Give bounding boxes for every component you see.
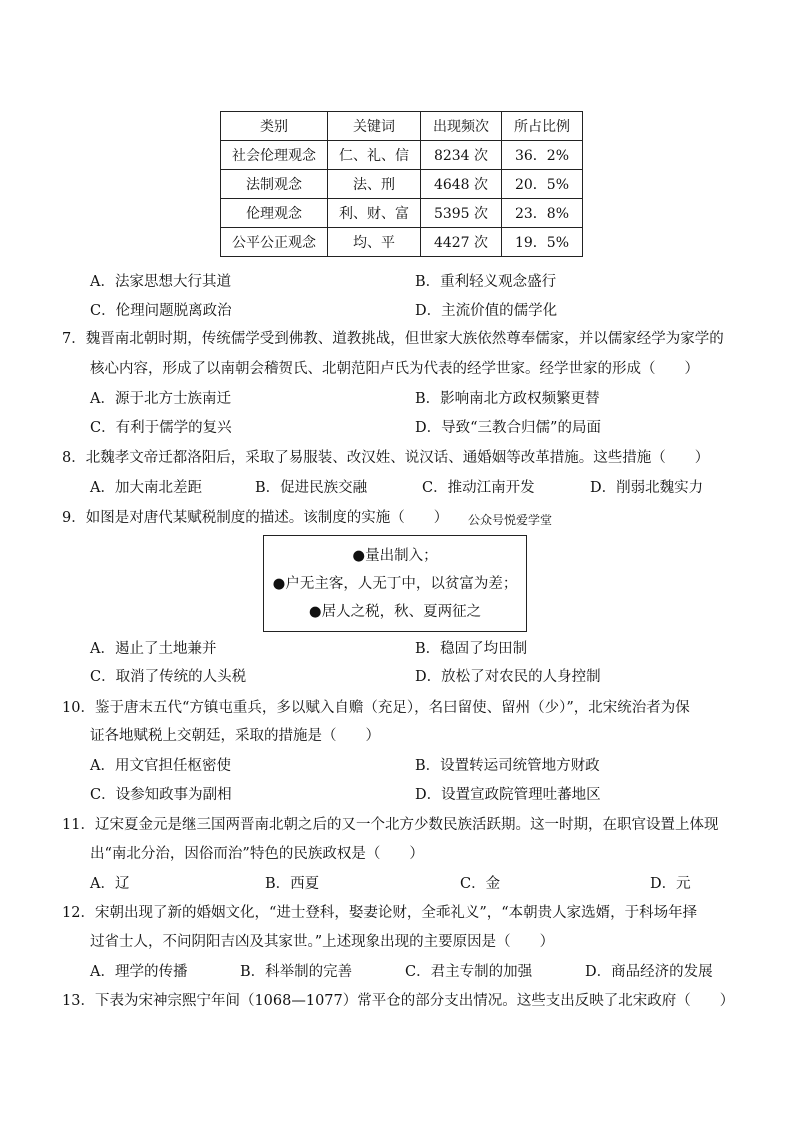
q10-stem-line1: 10．鉴于唐末五代“方镇屯重兵，多以赋入自赡（充足），名曰留使、留州（少）”，北宋统治者为保: [62, 700, 690, 716]
table-header-row: [221, 112, 583, 141]
q9-option-d: D．放松了对农民的人身控制: [415, 669, 601, 685]
q11-stem-line2: 出“南北分治，因俗而治”特色的民族政权是（ ）: [90, 846, 424, 862]
table-header-cell: 关键词: [328, 112, 421, 141]
q12-option-b: B．科举制的完善: [240, 964, 353, 980]
q7-option-b: B．影响南北方政权频繁更替: [415, 391, 600, 407]
table-cell: 均、平: [328, 228, 421, 257]
box-bullet-line: ●量出制入；: [352, 548, 438, 564]
table-row: [221, 228, 583, 257]
q7-option-a: A．源于北方士族南迁: [90, 391, 231, 407]
table-cell: 5395 次: [421, 199, 502, 228]
q6-option-c: C．伦理问题脱离政治: [90, 303, 232, 319]
table-row: [221, 199, 583, 228]
box-bullet-line: ●居人之税，秋、夏两征之: [308, 604, 482, 620]
q7-option-d: D．导致“三教合归儒”的局面: [415, 420, 601, 436]
q12-option-d: D．商品经济的发展: [585, 964, 713, 980]
q6-option-b: B．重利轻义观念盛行: [415, 274, 557, 290]
table-cell: 公平公正观念: [221, 228, 328, 257]
table-cell: 伦理观念: [221, 199, 328, 228]
q10-option-b: B．设置转运司统管地方财政: [415, 758, 600, 774]
table-cell: 19．5%: [502, 228, 583, 257]
q6-option-d: D．主流价值的儒学化: [415, 303, 558, 319]
q10-option-c: C．设参知政事为副相: [90, 787, 232, 803]
table-header-cell: 类别: [221, 112, 328, 141]
q9-option-a: A．遏止了土地兼并: [90, 641, 217, 657]
q12-stem-line2: 过省士人，不问阴阳吉凶及其家世。”上述现象出现的主要原因是（ ）: [90, 934, 555, 950]
watermark-text: 公众号悦爱学堂: [468, 513, 553, 527]
table-cell: 23．8%: [502, 199, 583, 228]
q11-option-d: D．元: [650, 876, 691, 892]
table-cell: 36．2%: [502, 141, 583, 170]
box-bullet-line: ●户无主客，人无丁中，以贫富为差；: [272, 576, 518, 592]
q11-option-b: B．西夏: [265, 876, 320, 892]
q7-stem-line1: 7．魏晋南北朝时期，传统儒学受到佛教、道教挑战，但世家大族依然尊奉儒家，并以儒家经学为家学的: [62, 331, 724, 347]
table-cell: 法制观念: [221, 170, 328, 199]
q11-option-c: C．金: [460, 876, 501, 892]
table-cell: 20．5%: [502, 170, 583, 199]
q12-option-a: A．理学的传播: [90, 964, 188, 980]
q7-option-c: C．有利于儒学的复兴: [90, 420, 232, 436]
q9-stem: 9．如图是对唐代某赋税制度的描述。该制度的实施（ ）: [62, 510, 449, 526]
keyword-frequency-table: [220, 111, 583, 257]
q6-option-a: A．法家思想大行其道: [90, 274, 231, 290]
table-cell: 8234 次: [421, 141, 502, 170]
q12-option-c: C．君主专制的加强: [405, 964, 533, 980]
q10-option-d: D．设置宣政院管理吐蕃地区: [415, 787, 601, 803]
tax-system-description-box: [263, 535, 527, 632]
table-row: [221, 141, 583, 170]
q10-option-a: A．用文官担任枢密使: [90, 758, 231, 774]
table-header-cell: 所占比例: [502, 112, 583, 141]
q13-stem: 13．下表为宋神宗熙宁年间（1068—1077）常平仓的部分支出情况。这些支出反映了北宋政府（ ）: [62, 993, 735, 1009]
table-cell: 4648 次: [421, 170, 502, 199]
q8-option-d: D．削弱北魏实力: [590, 480, 704, 496]
q8-stem: 8．北魏孝文帝迁都洛阳后，采取了易服装、改汉姓、说汉话、通婚姻等改革措施。这些措施（ ）: [62, 450, 710, 466]
q11-stem-line1: 11．辽宋夏金元是继三国两晋南北朝之后的又一个北方少数民族活跃期。这一时期，在职官设置上体现: [62, 817, 719, 833]
q12-stem-line1: 12．宋朝出现了新的婚姻文化，“进士登科，娶妻论财，全乖礼义”，“本朝贵人家选婿，于科场年择: [62, 905, 698, 921]
q9-option-c: C．取消了传统的人头税: [90, 669, 247, 685]
table-row: [221, 170, 583, 199]
q8-option-c: C．推动江南开发: [422, 480, 535, 496]
q10-stem-line2: 证各地赋税上交朝廷，采取的措施是（ ）: [90, 728, 380, 744]
table-cell: 法、刑: [328, 170, 421, 199]
q8-option-a: A．加大南北差距: [90, 480, 202, 496]
q9-option-b: B．稳固了均田制: [415, 641, 528, 657]
q7-stem-line2: 核心内容，形成了以南朝会稽贺氏、北朝范阳卢氏为代表的经学世家。经学世家的形成（ ）: [90, 361, 699, 377]
table-cell: 社会伦理观念: [221, 141, 328, 170]
table-header-cell: 出现频次: [421, 112, 502, 141]
table-cell: 仁、礼、信: [328, 141, 421, 170]
table-cell: 利、财、富: [328, 199, 421, 228]
table-cell: 4427 次: [421, 228, 502, 257]
q11-option-a: A．辽: [90, 876, 130, 892]
q8-option-b: B．促进民族交融: [255, 480, 368, 496]
